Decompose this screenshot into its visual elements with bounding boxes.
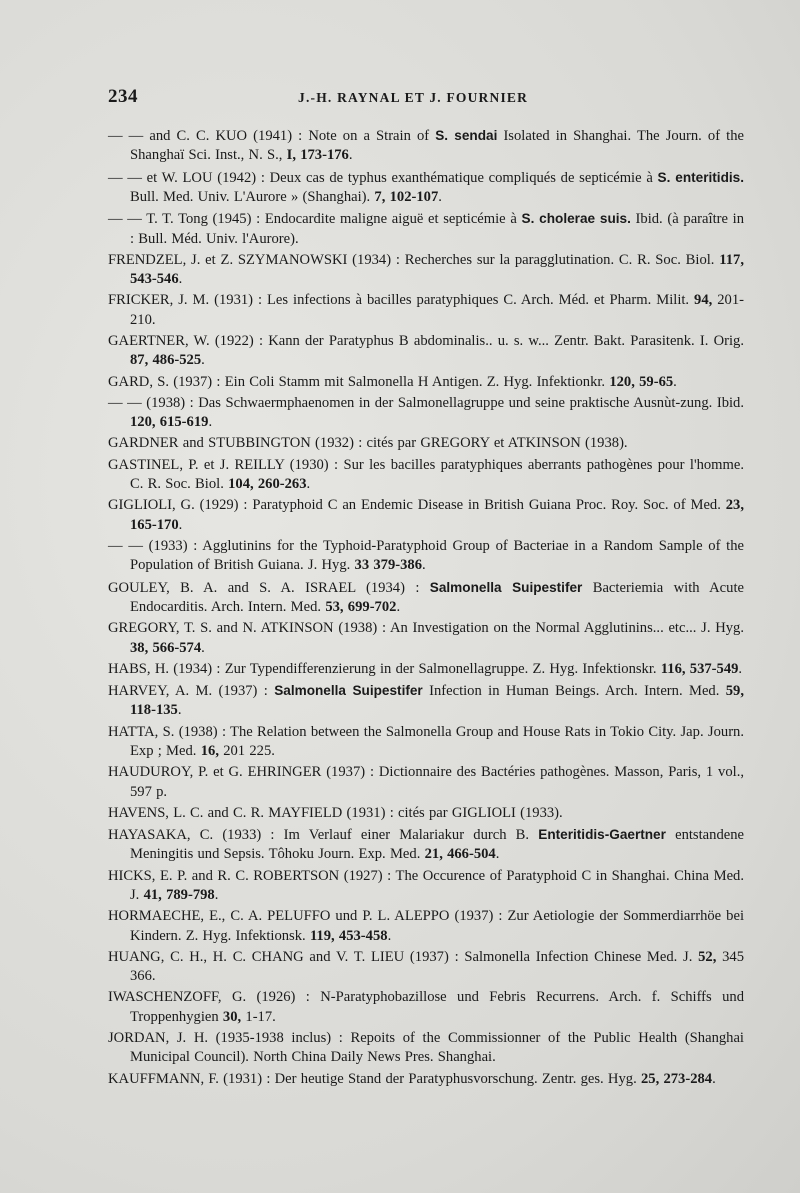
reference-tail: 1-17. [241,1008,276,1025]
reference-entry [108,578,744,618]
reference-vol: 23, 165-170 [130,497,744,533]
reference-vol: 33 379-386 [354,557,423,574]
reference-vol: 87, 486-525 [130,352,202,369]
reference-vol: 25, 273-284 [640,1070,713,1087]
reference-pre: IWASCHENZOFF, G. (1926) : N-Paratyphobazillose und Febris Recurrens. Arch. f. Schiffs und Troppenhygien [108,989,744,1025]
reference-em: S. cholerae suis. [521,211,631,227]
reference-pre: JORDAN, J. H. (1935-1938 inclus) : Repoits of the Commissionner of the Public Health (Shanghai Municipal Council). North China Daily News Pres. Shanghai. [108,1030,744,1066]
reference-post: entstandene Meningitis und Sepsis. Tôhoku Journ. Exp. Med. [130,826,744,863]
reference-pre: HAYASAKA, C. (1933) : Im Verlauf einer Malariakur durch B. [108,826,539,843]
reference-pre: HUANG, C. H., H. C. CHANG and V. T. LIEU (1937) : Salmonella Infection Chinese Med. J. [108,948,699,965]
reference-pre: HABS, H. (1934) : Zur Typendifferenzierung in der Salmonellagruppe. Z. Hyg. Infektionskr. [108,660,661,677]
reference-vol: 30, [222,1008,242,1025]
reference-tail: . [387,927,392,944]
reference-tail: . [738,660,743,677]
reference-entry [108,168,744,208]
reference-entry [108,681,744,721]
reference-pre: FRICKER, J. M. (1931) : Les infections à bacilles paratyphiques C. Arch. Méd. et Pharm. Milit. [108,292,695,309]
reference-entry [108,763,744,802]
reference-tail: . [177,702,182,719]
reference-tail: . [201,639,205,656]
reference-tail: . [306,476,311,493]
reference-pre: — — and C. C. KUO (1941) : Note on a Strain of [108,128,436,144]
reference-em: S. enteritidis. [657,169,744,185]
reference-vol: 53, 699-702 [325,598,397,615]
reference-pre: — — et W. LOU (1942) : Deux cas de typhus exanthématique compliqués de septicémie à [108,169,658,186]
reference-vol: 7, 102-107 [374,189,439,206]
reference-entry [108,804,744,823]
reference-entry [108,251,744,290]
reference-tail: . [201,352,205,369]
page-header [108,86,748,110]
reference-post: Bull. Med. Univ. L'Aurore » (Shanghai). [130,189,375,206]
reference-tail: . [348,147,353,164]
reference-entry [108,948,744,987]
reference-tail: . [396,598,401,615]
reference-pre: GARD, S. (1937) : Ein Coli Stamm mit Salmonella H Antigen. Z. Hyg. Infektionkr. [108,373,610,390]
reference-entry [108,496,744,535]
reference-vol: 120, 615-619 [130,414,209,431]
reference-pre: HAUDUROY, P. et G. EHRINGER (1937) : Dictionnaire des Bactéries pathogènes. Masson, Paris, 1 vol., 597 p. [108,764,744,800]
reference-entry [108,1029,744,1068]
reference-entry [108,723,744,762]
reference-entry [108,373,744,392]
reference-tail: . [208,414,213,431]
reference-em: Salmonella Suipestifer [274,682,423,698]
reference-pre: — — (1938) : Das Schwaermphaenomen in der Salmonellagruppe und seine praktische Ausnùt-zung. Ibid. [108,394,744,411]
reference-tail: . [495,846,500,863]
reference-vol: I, 173-176 [286,147,349,164]
reference-tail: . [438,189,442,206]
reference-pre: — — T. T. Tong (1945) : Endocardite maligne aiguë et septicémie à [108,211,522,228]
reference-pre: HARVEY, A. M. (1937) : [108,682,275,699]
reference-entry [108,126,744,166]
reference-entry [108,907,744,946]
reference-tail: 201-210. [130,292,745,328]
reference-vol: 21, 466-504 [424,846,496,863]
reference-pre: KAUFFMANN, F. (1931) : Der heutige Stand der Paratyphusvorschung. Zentr. ges. Hyg. [108,1070,641,1087]
reference-pre: — — (1933) : Agglutinins for the Typhoid-Paratyphoid Group of Bacteriae in a Random Sample of the Population of British Guiana. J. Hyg. [108,537,744,574]
reference-entry [108,825,744,865]
reference-entry [108,209,744,249]
reference-vol: 94, [694,292,713,309]
reference-em: S. sendai [435,128,498,143]
reference-entry [108,394,744,433]
reference-post: Ibid. (à paraître in : Bull. Méd. Univ. l'Aurore). [130,211,744,247]
reference-tail: 345 366. [130,948,745,985]
reference-entry [108,619,744,658]
reference-tail: . [178,516,183,533]
reference-entry [108,988,744,1027]
reference-entry [108,537,744,576]
reference-vol: 16, [200,742,219,759]
reference-entry [108,1070,744,1089]
reference-post: Isolated in Shanghai. The Journ. of the Shanghaï Sci. Inst., N. S., [130,128,744,164]
reference-tail: . [178,271,183,288]
reference-entry [108,660,744,679]
reference-tail: . [214,886,219,903]
reference-vol: 59, 118-135 [130,682,744,719]
reference-pre: HATTA, S. (1938) : The Relation between the Salmonella Group and House Rats in Tokio City. Jap. Journ. Exp ; Med. [108,723,744,759]
reference-entry [108,867,744,906]
reference-entry [108,291,744,330]
reference-vol: 119, 453-458 [309,927,388,944]
reference-tail: . [712,1070,716,1087]
reference-vol: 116, 537-549 [660,660,739,677]
reference-pre: GARDNER and STUBBINGTON (1932) : cités par GREGORY et ATKINSON (1938). [108,435,628,452]
running-title: J.-H. RAYNAL ET J. FOURNIER [298,90,529,105]
reference-pre: GOULEY, B. A. and S. A. ISRAEL (1934) : [108,579,430,596]
reference-post: Bacteriemia with Acute Endocarditis. Arch. Intern. Med. [130,579,744,615]
reference-list [108,126,744,1091]
reference-vol: 38, 566-574 [130,639,202,656]
reference-vol: 52, [698,948,717,965]
reference-em: Enteritidis-Gaertner [538,826,666,842]
reference-pre: GREGORY, T. S. and N. ATKINSON (1938) : An Investigation on the Normal Agglutinins... etc... J. Hyg. [108,620,744,637]
reference-entry [108,456,744,495]
reference-pre: GASTINEL, P. et J. REILLY (1930) : Sur les bacilles paratyphiques aberrants pathogènes pour l'homme. C. R. Soc. Biol. [108,456,744,493]
reference-post: Infection in Human Beings. Arch. Intern. Med. [422,682,726,699]
reference-entry [108,332,744,371]
reference-pre: HORMAECHE, E., C. A. PELUFFO und P. L. ALEPPO (1937) : Zur Aetiologie der Sommerdiarrhöe bei Kindern. Z. Hyg. Infektionsk. [108,908,744,944]
reference-pre: HICKS, E. P. and R. C. ROBERTSON (1927) : The Occurence of Paratyphoid C in Shanghai. China Med. J. [108,867,744,903]
page-number: 234 [108,86,138,107]
reference-pre: HAVENS, L. C. and C. R. MAYFIELD (1931) : cités par GIGLIOLI (1933). [108,804,563,821]
reference-tail: 201 225. [218,742,275,759]
reference-vol: 117, 543-546 [130,251,744,288]
reference-vol: 120, 59-65 [609,373,674,390]
reference-tail: . [673,373,677,390]
reference-vol: 41, 789-798 [143,886,215,903]
reference-pre: GAERTNER, W. (1922) : Kann der Paratyphus B abdominalis.. u. s. w... Zentr. Bakt. Parasitenk. I. Orig. [108,333,744,350]
reference-em: Salmonella Suipestifer [429,579,583,595]
reference-vol: 104, 260-263 [228,476,307,493]
reference-pre: FRENDZEL, J. et Z. SZYMANOWSKI (1934) : Recherches sur la paragglutination. C. R. Soc. Biol. [108,251,720,268]
reference-pre: GIGLIOLI, G. (1929) : Paratyphoid C an Endemic Disease in British Guiana Proc. Roy. Soc. of Med. [108,497,726,514]
reference-entry [108,434,744,453]
reference-tail: . [422,557,426,574]
